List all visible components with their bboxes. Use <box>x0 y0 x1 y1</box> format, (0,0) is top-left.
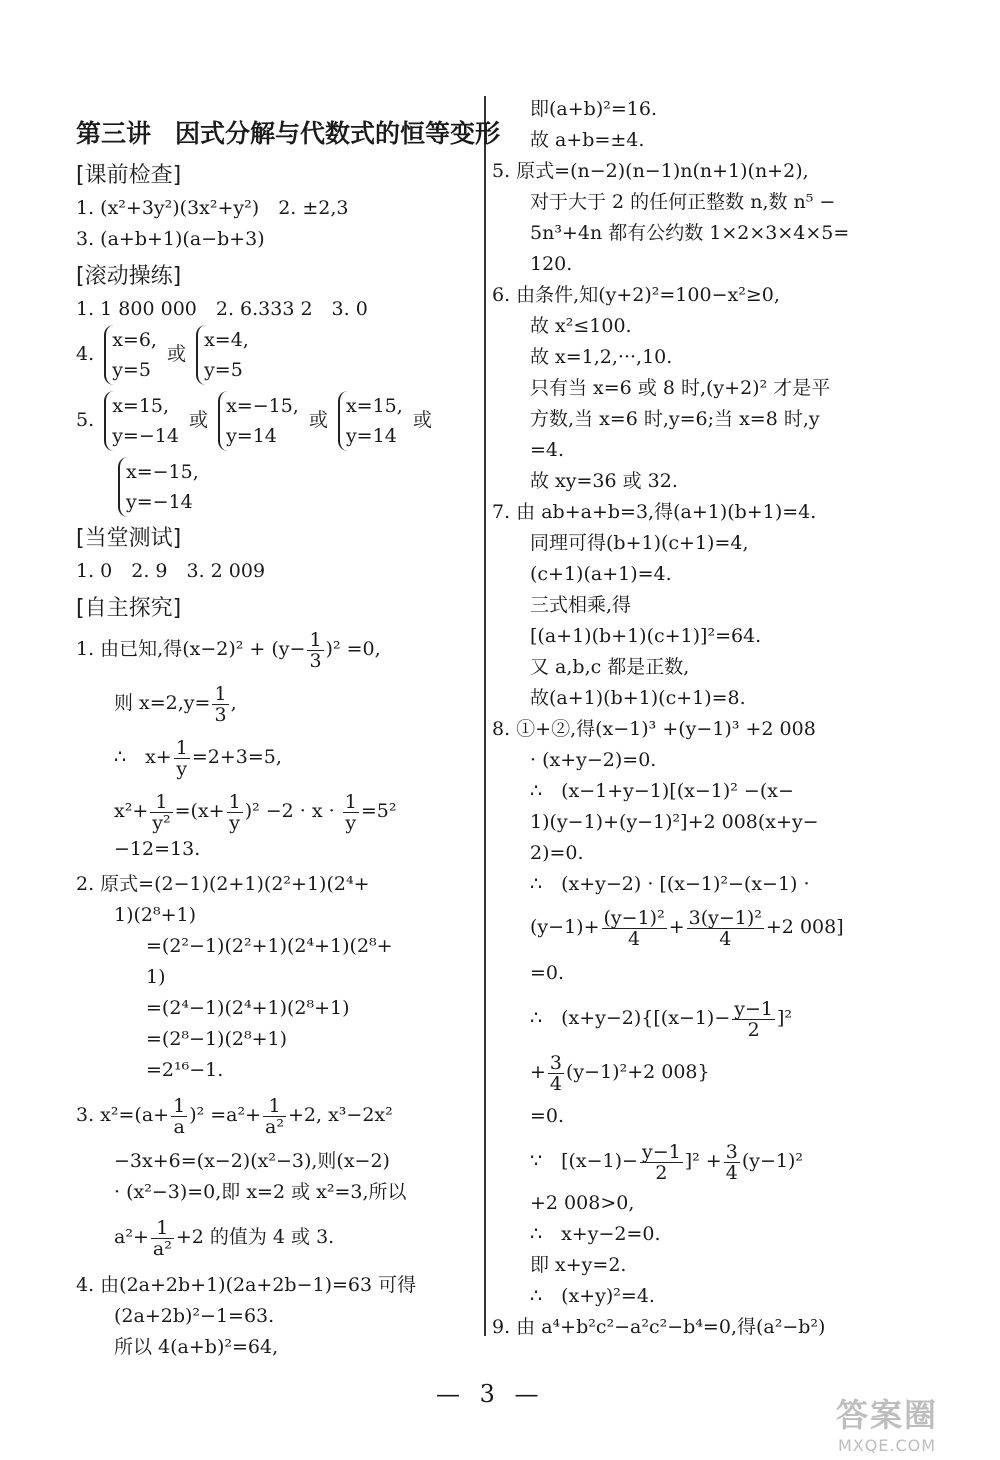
equation-system: x=6, y=5 <box>104 325 157 385</box>
answer-q5-cont <box>76 457 478 517</box>
solution-line: 三式相乘,得 <box>530 594 632 616</box>
solution-line: 1)(2⁸+1) <box>114 904 197 926</box>
solution-line: 即 x+y=2. <box>530 1254 627 1276</box>
right-column <box>492 94 912 1343</box>
solution-line: 则 x=2,y= $\frac{1}{3}$ , <box>114 682 237 726</box>
section-class-test: [当堂测试] <box>76 526 182 551</box>
solution-line: 120. <box>530 253 573 275</box>
solution-line: 5n³+4n 都有公约数 1×2×3×4×5= <box>530 222 850 244</box>
solution-line: 3. x²=(a+ $\frac{1}{a}$ )² =a²+ $\frac{1}{\text{a²}}$ +2, x³−2x² <box>76 1094 393 1138</box>
solution-line: =(2⁴−1)(2⁴+1)(2⁸+1) <box>146 997 350 1019</box>
equation-system: x=4, y=5 <box>196 325 249 385</box>
solution-line: +2 008>0, <box>530 1192 635 1214</box>
column-divider <box>484 96 486 1336</box>
solution-line: 故(a+1)(b+1)(c+1)=8. <box>530 687 746 709</box>
section-self-explore: [自主探究] <box>76 596 182 621</box>
solution-line: 所以 4(a+b)²=64, <box>114 1336 279 1358</box>
solution-line: 2. 原式=(2−1)(2+1)(2²+1)(2⁴+ <box>76 873 370 895</box>
lecture-title: 第三讲 因式分解与代数式的恒等变形 <box>76 119 501 148</box>
solution-line: ∴ (x+y−2){[(x−1)− $\frac{y-1}{2}$ ]² <box>530 997 793 1041</box>
solution-line: 8. ①+②,得(x−1)³ +(y−1)³ +2 008 <box>492 718 816 740</box>
solution-line: =0. <box>530 962 565 984</box>
solution-line: 4. 由(2a+2b+1)(2a+2b−1)=63 可得 <box>76 1274 417 1296</box>
solution-line: =4. <box>530 439 565 461</box>
solution-line: 同理可得(b+1)(c+1)=4, <box>530 532 749 554</box>
solution-line: ∴ (x+y)²=4. <box>530 1285 655 1307</box>
solution-line: (2a+2b)²−1=63. <box>114 1305 275 1327</box>
solution-line: x²+ $\frac{1}{\text{y²}}$ =(x+ $\frac{1}{y}$ )² −2 · x · $\frac{1}{y}$ =5² <box>114 790 397 834</box>
solution-line: −12=13. <box>114 838 201 860</box>
solution-line: 又 a,b,c 都是正数, <box>530 656 690 678</box>
solution-line: 即(a+b)²=16. <box>530 98 657 120</box>
solution-line: 故 x=1,2,···,10. <box>530 346 673 368</box>
section-rolling-practice: [滚动操练] <box>76 264 182 289</box>
solution-line: 1) <box>146 966 166 988</box>
solution-line: 5. 原式=(n−2)(n−1)n(n+1)(n+2), <box>492 160 809 182</box>
solution-line: [(a+1)(b+1)(c+1)]²=64. <box>530 625 762 647</box>
solution-line: ∴ x+y−2=0. <box>530 1223 661 1245</box>
solution-line: · (x+y−2)=0. <box>530 749 657 771</box>
solution-line: 7. 由 ab+a+b=3,得(a+1)(b+1)=4. <box>492 501 817 523</box>
solution-line: 对于大于 2 的任何正整数 n,数 n⁵ − <box>530 191 836 213</box>
answer-line: 1. (x²+3y²)(3x²+y²) 2. ±2,3 <box>76 197 349 219</box>
solution-line: =0. <box>530 1105 565 1127</box>
solution-line: 方数,当 x=6 时,y=6;当 x=8 时,y <box>530 408 820 430</box>
solution-line: −3x+6=(x−2)(x²−3),则(x−2) <box>114 1150 390 1172</box>
solution-line: · (x²−3)=0,即 x=2 或 x²=3,所以 <box>114 1181 407 1203</box>
solution-line: 6. 由条件,知(y+2)²=100−x²≥0, <box>492 284 780 306</box>
section-pre-check: [课前检查] <box>76 163 182 188</box>
solution-line: ∴ (x−1+y−1)[(x−1)² −(x− <box>530 780 794 802</box>
solution-line: 1. 由已知,得(x−2)² + (y− $\frac{1}{3}$ )² =0, <box>76 628 381 672</box>
watermark-logo: 答案圈 MXQE.COM <box>836 1396 939 1455</box>
solution-line: ∴ x+ $\frac{1}{y}$ =2+3=5, <box>114 736 282 780</box>
solution-line: (c+1)(a+1)=4. <box>530 563 672 585</box>
answer-line: 1. 0 2. 9 3. 2 009 <box>76 560 266 582</box>
answer-line: 3. (a+b+1)(a−b+3) <box>76 228 265 250</box>
solution-line: =(2²−1)(2²+1)(2⁴+1)(2⁸+ <box>146 935 393 957</box>
solution-line: 故 x²≤100. <box>530 315 632 337</box>
solution-line: =2¹⁶−1. <box>146 1059 224 1081</box>
equation-system: x=−15, y=14 <box>218 391 299 451</box>
solution-line: 9. 由 a⁴+b²c²−a²c²−b⁴=0,得(a²−b²) <box>492 1316 826 1338</box>
left-column <box>76 100 501 1363</box>
solution-line: ∵ [(x−1)− $\frac{y-1}{2}$ ]² + $\frac{3}{4}$ (y−1)² <box>530 1140 804 1184</box>
solution-line: 只有当 x=6 或 8 时,(y+2)² 才是平 <box>530 377 831 399</box>
solution-line: a²+ $\frac{1}{\text{a²}}$ +2 的值为 4 或 3. <box>114 1216 335 1260</box>
answer-line: 1. 1 800 000 2. 6.333 2 3. 0 <box>76 298 368 320</box>
solution-line: =(2⁸−1)(2⁸+1) <box>146 1028 287 1050</box>
solution-line: 故 xy=36 或 32. <box>530 470 678 492</box>
solution-line: (y−1)+ $\frac{\text{(y−1)²}}{4}$ + $\frac{\text{3(y−1)²}}{4}$ +2 008] <box>530 906 844 950</box>
solution-line: 2)=0. <box>530 842 584 864</box>
solution-line: ∴ (x+y−2) · [(x−1)²−(x−1) · <box>530 873 810 895</box>
page-number: — 3 — <box>436 1380 545 1408</box>
answer-q5: 5. x=15, y=−14 或 x=−15, y=14 或 x=15, y=14 或 <box>76 391 478 451</box>
solution-line: + $\frac{3}{4}$ (y−1)²+2 008} <box>530 1051 710 1095</box>
equation-system: x=15, y=−14 <box>104 391 179 451</box>
solution-line: 故 a+b=±4. <box>530 129 645 151</box>
answer-q4: 4. x=6, y=5 或 x=4, y=5 <box>76 325 478 385</box>
solution-line: 1)(y−1)+(y−1)²]+2 008(x+y− <box>530 811 819 833</box>
equation-system: x=−15, y=−14 <box>118 457 199 517</box>
equation-system: x=15, y=14 <box>338 391 403 451</box>
